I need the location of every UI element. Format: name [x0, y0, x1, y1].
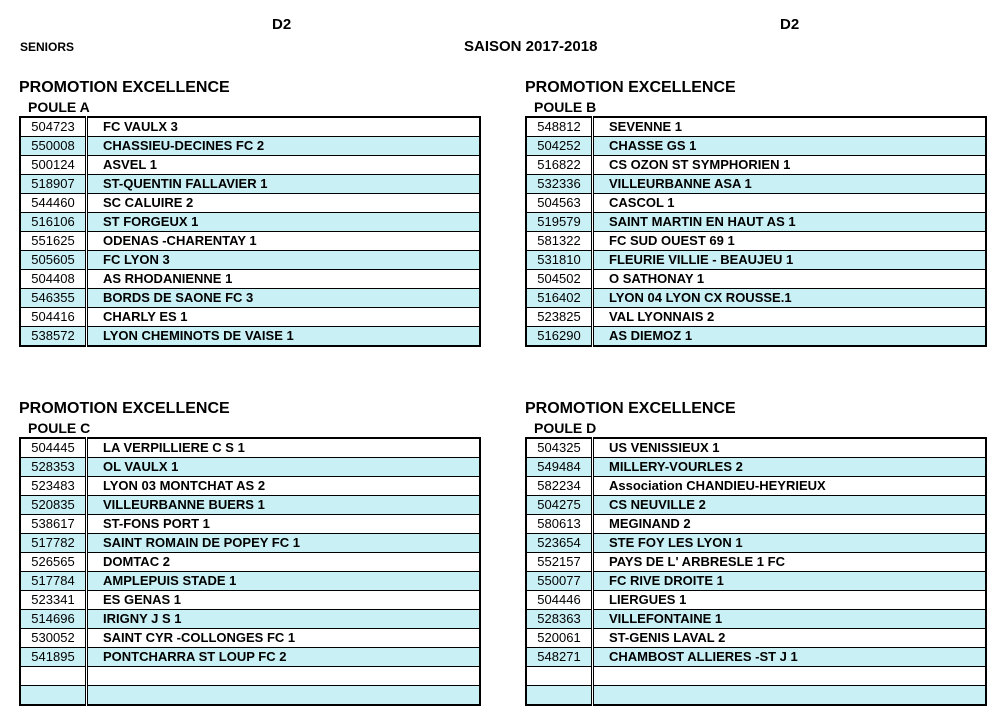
- club-code-cell: 504252: [526, 137, 593, 156]
- club-code-cell: 516106: [20, 213, 87, 232]
- club-code-cell: 548271: [526, 648, 593, 667]
- club-name-cell: MEGINAND 2: [593, 515, 987, 534]
- club-code-cell: 551625: [20, 232, 87, 251]
- poule-title: PROMOTION EXCELLENCE: [19, 400, 230, 417]
- club-name-cell: FLEURIE VILLIE - BEAUJEU 1: [593, 251, 987, 270]
- club-code-cell: 552157: [526, 553, 593, 572]
- table-row: [526, 289, 986, 308]
- table-row: [526, 308, 986, 327]
- table-row: [526, 117, 986, 137]
- category-label: SENIORS: [20, 40, 75, 54]
- table-row: [20, 667, 480, 686]
- table-row: [526, 648, 986, 667]
- club-code-cell: 530052: [20, 629, 87, 648]
- club-code-cell: [20, 667, 87, 686]
- club-name-cell: LYON 04 LYON CX ROUSSE.1: [593, 289, 987, 308]
- table-row: [20, 458, 480, 477]
- club-code-cell: 517782: [20, 534, 87, 553]
- club-name-cell: [593, 686, 987, 706]
- club-code-cell: 582234: [526, 477, 593, 496]
- table-row: [526, 156, 986, 175]
- club-name-cell: AS RHODANIENNE 1: [87, 270, 481, 289]
- club-name-cell: OL VAULX 1: [87, 458, 481, 477]
- club-name-cell: VILLEURBANNE ASA 1: [593, 175, 987, 194]
- club-code-cell: 526565: [20, 553, 87, 572]
- club-name-cell: US VENISSIEUX 1: [593, 438, 987, 458]
- club-name-cell: VAL LYONNAIS 2: [593, 308, 987, 327]
- table-row: [20, 572, 480, 591]
- table-row: [526, 232, 986, 251]
- club-name-cell: LYON 03 MONTCHAT AS 2: [87, 477, 481, 496]
- club-code-cell: 581322: [526, 232, 593, 251]
- table-row: [526, 327, 986, 347]
- table-row: [526, 137, 986, 156]
- table-row: [20, 232, 480, 251]
- poule-name: POULE A: [28, 99, 90, 115]
- table-row: [20, 553, 480, 572]
- table-row: [526, 591, 986, 610]
- table-row: [20, 308, 480, 327]
- club-name-cell: LYON CHEMINOTS DE VAISE 1: [87, 327, 481, 347]
- table-row: [20, 477, 480, 496]
- club-code-cell: 504275: [526, 496, 593, 515]
- club-code-cell: 504416: [20, 308, 87, 327]
- club-name-cell: FC VAULX 3: [87, 117, 481, 137]
- club-name-cell: ODENAS -CHARENTAY 1: [87, 232, 481, 251]
- club-name-cell: ST-FONS PORT 1: [87, 515, 481, 534]
- table-row: [526, 458, 986, 477]
- table-row: [20, 270, 480, 289]
- poule-name: POULE B: [534, 99, 597, 115]
- table-row: [20, 438, 480, 458]
- club-code-cell: 523825: [526, 308, 593, 327]
- club-code-cell: 504563: [526, 194, 593, 213]
- club-code-cell: 504723: [20, 117, 87, 137]
- table-row: [526, 534, 986, 553]
- club-name-cell: O SATHONAY 1: [593, 270, 987, 289]
- club-name-cell: FC SUD OUEST 69 1: [593, 232, 987, 251]
- table-row: [20, 117, 480, 137]
- table-row: [526, 438, 986, 458]
- club-code-cell: 518907: [20, 175, 87, 194]
- club-name-cell: ASVEL 1: [87, 156, 481, 175]
- club-code-cell: [20, 686, 87, 706]
- club-code-cell: 504446: [526, 591, 593, 610]
- table-row: [20, 496, 480, 515]
- club-code-cell: 500124: [20, 156, 87, 175]
- table-row: [526, 477, 986, 496]
- club-code-cell: 520061: [526, 629, 593, 648]
- club-code-cell: 538572: [20, 327, 87, 347]
- club-name-cell: SEVENNE 1: [593, 117, 987, 137]
- table-row: [20, 137, 480, 156]
- club-code-cell: 523483: [20, 477, 87, 496]
- club-name-cell: ST-GENIS LAVAL 2: [593, 629, 987, 648]
- table-row: [20, 686, 480, 706]
- club-name-cell: LIERGUES 1: [593, 591, 987, 610]
- table-row: [20, 156, 480, 175]
- table-row: [20, 289, 480, 308]
- division-label-left: D2: [272, 16, 292, 33]
- club-code-cell: 520835: [20, 496, 87, 515]
- table-row: [20, 591, 480, 610]
- club-name-cell: ES GENAS 1: [87, 591, 481, 610]
- table-row: [20, 515, 480, 534]
- table-row: [526, 553, 986, 572]
- club-code-cell: 550077: [526, 572, 593, 591]
- club-code-cell: 505605: [20, 251, 87, 270]
- season-label: SAISON 2017-2018: [464, 38, 598, 55]
- team-table: [525, 116, 987, 347]
- table-row: [20, 194, 480, 213]
- division-label-right: D2: [780, 16, 800, 33]
- club-code-cell: [526, 686, 593, 706]
- club-code-cell: 504325: [526, 438, 593, 458]
- table-row: [526, 496, 986, 515]
- club-name-cell: SAINT MARTIN EN HAUT AS 1: [593, 213, 987, 232]
- club-name-cell: AS DIEMOZ 1: [593, 327, 987, 347]
- club-code-cell: 517784: [20, 572, 87, 591]
- table-row: [526, 572, 986, 591]
- club-name-cell: PAYS DE L' ARBRESLE 1 FC: [593, 553, 987, 572]
- club-code-cell: 523341: [20, 591, 87, 610]
- club-code-cell: 504445: [20, 438, 87, 458]
- club-name-cell: LA VERPILLIERE C S 1: [87, 438, 481, 458]
- club-name-cell: SAINT ROMAIN DE POPEY FC 1: [87, 534, 481, 553]
- table-row: [20, 648, 480, 667]
- club-name-cell: CASCOL 1: [593, 194, 987, 213]
- club-name-cell: IRIGNY J S 1: [87, 610, 481, 629]
- table-row: [20, 629, 480, 648]
- table-row: [20, 251, 480, 270]
- club-name-cell: SAINT CYR -COLLONGES FC 1: [87, 629, 481, 648]
- table-row: [526, 175, 986, 194]
- club-name-cell: MILLERY-VOURLES 2: [593, 458, 987, 477]
- table-row: [526, 194, 986, 213]
- club-name-cell: SC CALUIRE 2: [87, 194, 481, 213]
- club-code-cell: 541895: [20, 648, 87, 667]
- table-row: [20, 213, 480, 232]
- poule-b-block: [525, 78, 987, 347]
- table-row: [526, 610, 986, 629]
- club-name-cell: VILLEFONTAINE 1: [593, 610, 987, 629]
- table-row: [526, 515, 986, 534]
- club-code-cell: 516822: [526, 156, 593, 175]
- table-row: [20, 610, 480, 629]
- table-row: [526, 686, 986, 706]
- club-name-cell: [87, 686, 481, 706]
- club-name-cell: FC RIVE DROITE 1: [593, 572, 987, 591]
- team-table: [525, 437, 987, 706]
- club-code-cell: 516290: [526, 327, 593, 347]
- poule-a-block: [19, 78, 481, 347]
- club-name-cell: ST FORGEUX 1: [87, 213, 481, 232]
- club-code-cell: 548812: [526, 117, 593, 137]
- poule-c-block: [19, 399, 481, 706]
- club-name-cell: [593, 667, 987, 686]
- club-name-cell: CHASSIEU-DECINES FC 2: [87, 137, 481, 156]
- club-code-cell: 531810: [526, 251, 593, 270]
- club-code-cell: 504408: [20, 270, 87, 289]
- club-name-cell: STE FOY LES LYON 1: [593, 534, 987, 553]
- club-code-cell: 528363: [526, 610, 593, 629]
- team-table: [19, 116, 481, 347]
- table-row: [20, 534, 480, 553]
- club-code-cell: 516402: [526, 289, 593, 308]
- club-name-cell: DOMTAC 2: [87, 553, 481, 572]
- club-code-cell: 546355: [20, 289, 87, 308]
- club-name-cell: [87, 667, 481, 686]
- club-code-cell: 580613: [526, 515, 593, 534]
- club-name-cell: CHASSE GS 1: [593, 137, 987, 156]
- club-name-cell: CS OZON ST SYMPHORIEN 1: [593, 156, 987, 175]
- table-row: [526, 667, 986, 686]
- club-code-cell: 532336: [526, 175, 593, 194]
- club-name-cell: AMPLEPUIS STADE 1: [87, 572, 481, 591]
- club-code-cell: 523654: [526, 534, 593, 553]
- poule-d-block: [525, 399, 987, 706]
- poule-name: POULE C: [28, 420, 91, 436]
- club-code-cell: 550008: [20, 137, 87, 156]
- club-code-cell: 519579: [526, 213, 593, 232]
- club-name-cell: Association CHANDIEU-HEYRIEUX: [593, 477, 987, 496]
- poule-title: PROMOTION EXCELLENCE: [525, 400, 736, 417]
- poule-title: PROMOTION EXCELLENCE: [19, 79, 230, 96]
- club-code-cell: 538617: [20, 515, 87, 534]
- table-row: [20, 327, 480, 347]
- club-name-cell: VILLEURBANNE BUERS 1: [87, 496, 481, 515]
- table-row: [20, 175, 480, 194]
- club-name-cell: CHAMBOST ALLIERES -ST J 1: [593, 648, 987, 667]
- club-name-cell: ST-QUENTIN FALLAVIER 1: [87, 175, 481, 194]
- club-name-cell: PONTCHARRA ST LOUP FC 2: [87, 648, 481, 667]
- table-row: [526, 270, 986, 289]
- club-name-cell: FC LYON 3: [87, 251, 481, 270]
- poule-name: POULE D: [534, 420, 597, 436]
- club-code-cell: 504502: [526, 270, 593, 289]
- club-code-cell: 514696: [20, 610, 87, 629]
- club-code-cell: 544460: [20, 194, 87, 213]
- club-code-cell: 528353: [20, 458, 87, 477]
- table-row: [526, 251, 986, 270]
- club-code-cell: 549484: [526, 458, 593, 477]
- club-name-cell: CS NEUVILLE 2: [593, 496, 987, 515]
- club-name-cell: BORDS DE SAONE FC 3: [87, 289, 481, 308]
- poule-title: PROMOTION EXCELLENCE: [525, 79, 736, 96]
- team-table: [19, 437, 481, 706]
- club-code-cell: [526, 667, 593, 686]
- table-row: [526, 213, 986, 232]
- table-row: [526, 629, 986, 648]
- club-name-cell: CHARLY ES 1: [87, 308, 481, 327]
